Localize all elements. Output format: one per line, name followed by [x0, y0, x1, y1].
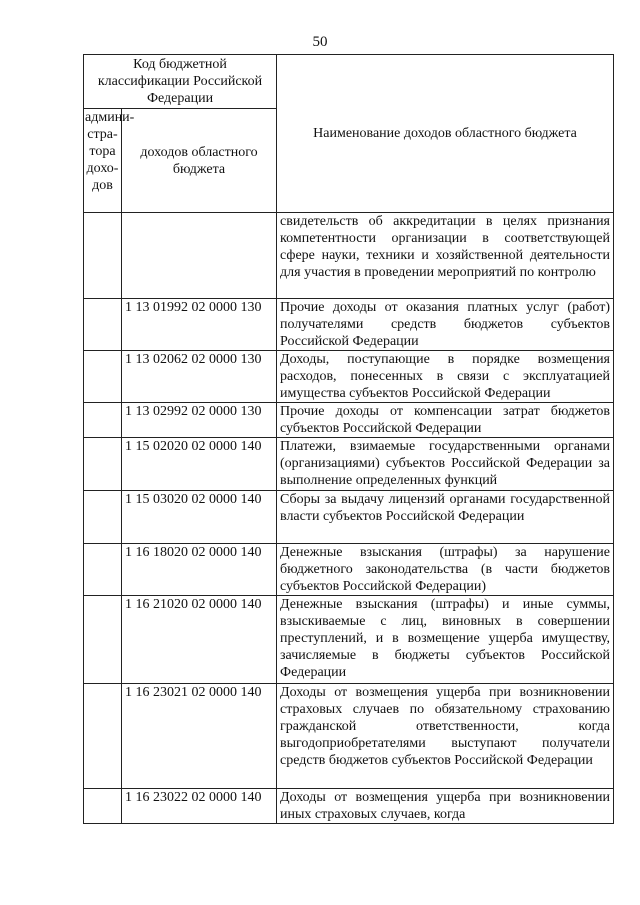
table-row: [84, 438, 614, 491]
code-cell: [122, 213, 277, 299]
table-row: [84, 789, 614, 824]
page-number: 50: [312, 34, 328, 50]
table-row: [84, 491, 614, 544]
name-cell: свидетельств об аккредитации в целях признания компетентности организации в соответствующей сфере науки, техники и хозяйственной деятельности для участия в проведении мероприятий по контролю: [277, 213, 614, 299]
name-cell: Доходы, поступающие в порядке возмещения расходов, понесенных в связи с эксплуатацией имущества субъектов Российской Федерации: [277, 351, 614, 403]
code-cell: 1 15 03020 02 0000 140: [122, 491, 277, 544]
code-cell: 1 16 23021 02 0000 140: [122, 684, 277, 789]
header-income-code: доходов областного бюджета: [122, 109, 277, 213]
table-row: [84, 213, 614, 299]
name-cell: Доходы от возмещения ущерба при возникновении иных страховых случаев, когда: [277, 789, 614, 824]
code-cell: 1 15 02020 02 0000 140: [122, 438, 277, 491]
code-cell: 1 13 01992 02 0000 130: [122, 299, 277, 351]
name-cell: Денежные взыскания (штрафы) и иные суммы, взыскиваемые с лиц, виновных в совершении преступлений, и в возмещение ущерба имуществу, зачисляемые в бюджеты субъектов Российской Федерации: [277, 596, 614, 684]
header-income-name: Наименование доходов областного бюджета: [277, 55, 614, 213]
admin-cell: [84, 596, 122, 684]
table-row: [84, 544, 614, 596]
admin-cell: [84, 403, 122, 438]
admin-cell: [84, 299, 122, 351]
name-cell: Доходы от возмещения ущерба при возникновении страховых случаев по обязательному страхованию гражданской ответственности, когда выгодоприобретателями выступают получатели средств бюджетов субъектов Российской Федерации: [277, 684, 614, 789]
budget-classification-table: [83, 54, 614, 824]
code-cell: 1 13 02992 02 0000 130: [122, 403, 277, 438]
header-administrator: админи-стра-тора дохо-дов: [84, 109, 122, 213]
table-row: [84, 351, 614, 403]
admin-cell: [84, 544, 122, 596]
table-row: [84, 299, 614, 351]
admin-cell: [84, 491, 122, 544]
table-row: [84, 403, 614, 438]
admin-cell: [84, 351, 122, 403]
header-classification-code: Код бюджетной классификации Российской Федерации: [84, 55, 277, 109]
admin-cell: [84, 438, 122, 491]
code-cell: 1 16 18020 02 0000 140: [122, 544, 277, 596]
name-cell: Платежи, взимаемые государственными органами (организациями) субъектов Российской Федерации за выполнение определенных функций: [277, 438, 614, 491]
code-cell: 1 16 23022 02 0000 140: [122, 789, 277, 824]
name-cell: Денежные взыскания (штрафы) за нарушение бюджетного законодательства (в части бюджетов субъектов Российской Федерации): [277, 544, 614, 596]
admin-cell: [84, 789, 122, 824]
table-row: [84, 596, 614, 684]
code-cell: 1 13 02062 02 0000 130: [122, 351, 277, 403]
name-cell: Прочие доходы от компенсации затрат бюджетов субъектов Российской Федерации: [277, 403, 614, 438]
name-cell: Сборы за выдачу лицензий органами государственной власти субъектов Российской Федерации: [277, 491, 614, 544]
name-cell: Прочие доходы от оказания платных услуг (работ) получателями средств бюджетов субъектов Российской Федерации: [277, 299, 614, 351]
code-cell: 1 16 21020 02 0000 140: [122, 596, 277, 684]
table-row: [84, 684, 614, 789]
admin-cell: [84, 213, 122, 299]
admin-cell: [84, 684, 122, 789]
